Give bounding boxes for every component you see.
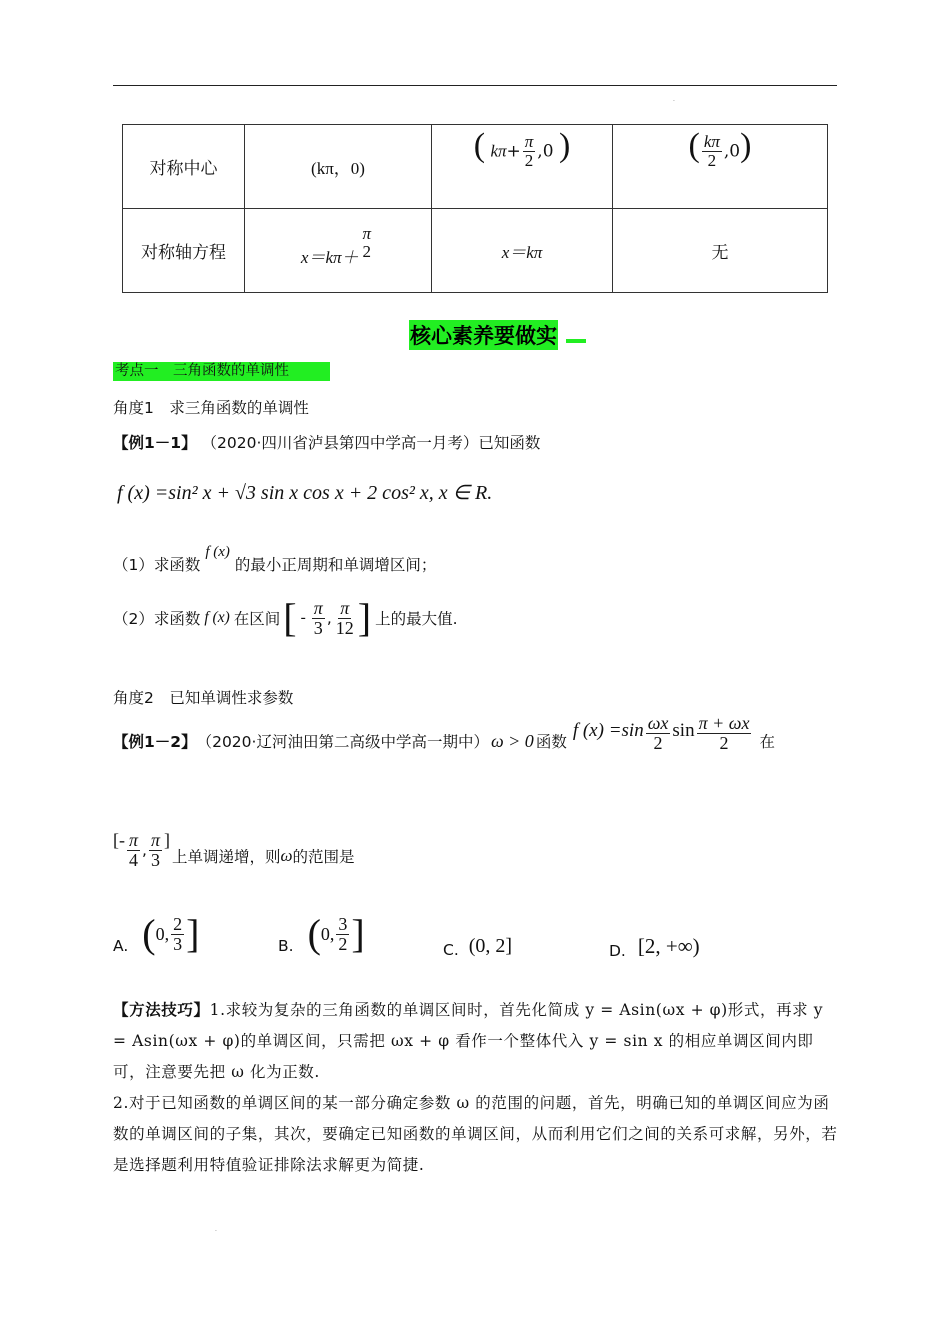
option-b-fraction: $\frac{3}{2}$ bbox=[338, 913, 348, 954]
sin-axis: x＝kπ＋ π 2 bbox=[245, 209, 432, 293]
tan-axis: 无 bbox=[613, 209, 828, 293]
f-fraction-1: $\frac{\omega x}{2}$ bbox=[647, 713, 669, 753]
f-fraction-2: $\frac{\pi + \omega x}{2}$ bbox=[698, 713, 750, 753]
row-label-center: 对称中心 bbox=[123, 125, 245, 209]
method-paragraph-2: 2.对于已知函数的单调区间的某一部分确定参数 ω 的范围的问题，首先，明确已知的单调区间应为函数的单调区间的子集，其次，要确定已知函数的单调区间，从而利用它们之间的关系可求解，另外，若是选择题利用特值验证排除法求解更为简捷. bbox=[113, 1094, 838, 1174]
tan-center: ( $\frac{k\pi}{2}$ ,0) bbox=[613, 125, 828, 209]
sin-center: (kπ，0) bbox=[245, 125, 432, 209]
option-c[interactable]: C. (0, 2] bbox=[443, 935, 513, 959]
example-2-interval-line: [- $\frac{\pi}{4}$ , $\frac{\pi}{3}$ ] 上单调递增，则 ω 的范围是 bbox=[113, 829, 355, 870]
interval-right: $\frac{\pi}{3}$ bbox=[150, 830, 160, 870]
table-row bbox=[123, 125, 828, 209]
header-rule bbox=[113, 85, 837, 86]
cos-center-fraction: $\frac{\pi}{2}$ bbox=[524, 132, 534, 170]
q2-interval-right: $\frac{\pi}{12}$ bbox=[335, 597, 354, 638]
angle-2-heading: 角度2 已知单调性求参数 bbox=[113, 689, 294, 707]
interval-left: $\frac{\pi}{4}$ bbox=[129, 830, 139, 870]
option-d[interactable]: D. [2, +∞) bbox=[609, 934, 700, 960]
method-paragraph-1: 【方法技巧】1.求较为复杂的三角函数的单调区间时，首先化简成 y = Asin(ωx + φ)形式，再求 y = Asin(ωx + φ)的单调区间，只需把 ωx + φ 看作一个整体代入 y = sin x 的相应单调区间内即可，注意要先把 ω 化为正数. bbox=[113, 1001, 824, 1081]
method-tips bbox=[113, 995, 840, 1181]
title-highlight-tail bbox=[566, 339, 586, 343]
example-1-source: （2020·四川省泸县第四中学高一月考）已知函数 bbox=[201, 434, 541, 452]
angle-1-heading: 角度1 求三角函数的单调性 bbox=[113, 399, 309, 417]
cos-center: ( kπ+ $\frac{\pi}{2}$ ,0 ) bbox=[432, 125, 613, 209]
option-b[interactable]: B. ( 0, $\frac{3}{2}$ ] bbox=[278, 911, 365, 956]
q1-function: f (x) bbox=[205, 544, 230, 560]
key-point-banner: 考点一 三角函数的单调性 bbox=[113, 362, 330, 381]
q2-function: f (x) bbox=[204, 609, 230, 626]
table-row bbox=[123, 209, 828, 293]
option-a-fraction: $\frac{2}{3}$ bbox=[173, 913, 183, 954]
section-title: 核心素养要做实 bbox=[409, 320, 558, 350]
method-label: 【方法技巧】 bbox=[113, 1001, 210, 1019]
example-1-label: 【例1－1】 bbox=[113, 434, 197, 452]
q2-interval-left: $\frac{\pi}{3}$ bbox=[313, 597, 323, 638]
omega-condition: ω > 0 bbox=[490, 730, 534, 751]
footer-dot: . bbox=[215, 1226, 217, 1233]
example-2-header: 【例1－2】 （2020·辽河油田第二高级中学高一期中） ω > 0 函数 f (x) =sin $\frac{\omega x}{2}$ sin $\frac{\pi + \omega x}{2}$ 在 bbox=[113, 713, 775, 753]
cos-axis: x＝kπ bbox=[432, 209, 613, 293]
example-1-header bbox=[113, 431, 540, 453]
sin-axis-fraction: π 2 bbox=[362, 223, 372, 261]
example-1-question-1: （1）求函数 f (x) 的最小正周期和单调增区间； bbox=[113, 544, 437, 574]
tan-center-fraction: $\frac{k\pi}{2}$ bbox=[703, 132, 720, 170]
header-dot: . bbox=[673, 96, 675, 103]
row-label-axis: 对称轴方程 bbox=[123, 209, 245, 293]
option-a[interactable]: A. ( 0, $\frac{2}{3}$ ] bbox=[113, 911, 200, 956]
example-1-formula: f (x) =sin² x + √3 sin x cos x + 2 cos² x, x ∈ R. bbox=[117, 482, 493, 504]
symmetry-table bbox=[122, 124, 828, 293]
example-1-question-2: （2）求函数 f (x) 在区间 [ - $\frac{\pi}{3}$ , $\frac{\pi}{12}$ ] 上的最大值. bbox=[113, 595, 458, 640]
